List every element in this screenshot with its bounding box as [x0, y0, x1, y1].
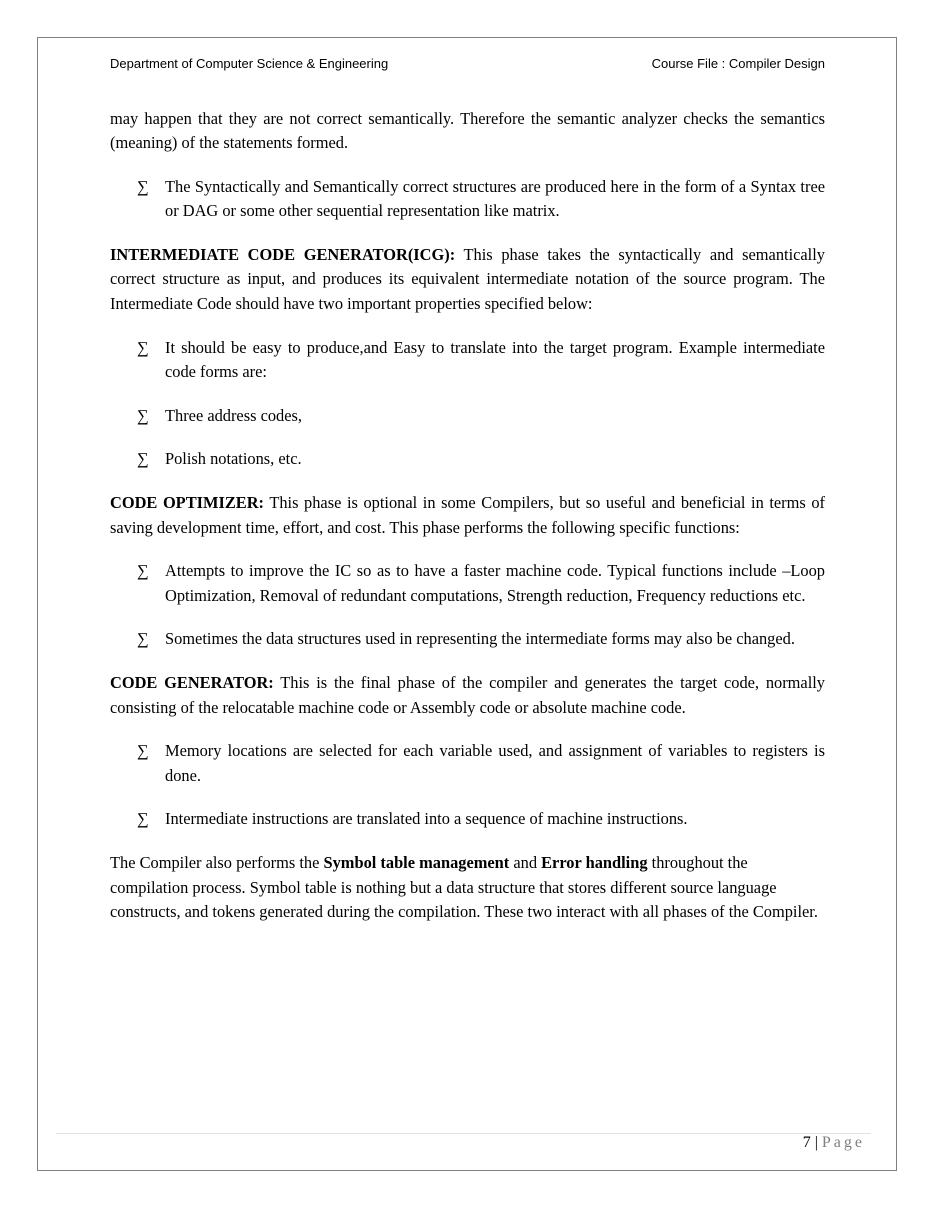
bullet-item	[110, 175, 825, 224]
page-label: Page	[821, 1134, 865, 1151]
term-symbol-table: Symbol table management	[323, 853, 510, 873]
footer-divider	[56, 1133, 871, 1134]
paragraph-generator	[110, 671, 825, 720]
bullet-sigma-icon: ∑	[137, 177, 149, 197]
bullet-item	[110, 739, 825, 788]
bullet-text: Polish notations, etc.	[165, 449, 302, 469]
bullet-item	[110, 807, 825, 831]
bullet-text: Memory locations are selected for each variable used, and assignment of variables to registers is done.	[165, 741, 825, 785]
text-generator: This is the final phase of the compiler and generates the target code, normally consisting of the relocatable machine code or Assembly code or absolute machine code.	[110, 673, 825, 717]
paragraph-icg	[110, 243, 825, 316]
paragraph-final	[110, 851, 825, 924]
bullet-text: The Syntactically and Semantically correct structures are produced here in the form of a Syntax tree or DAG or some other sequential representation like matrix.	[165, 177, 825, 221]
bullet-sigma-icon: ∑	[137, 337, 149, 357]
bullet-sigma-icon: ∑	[137, 449, 149, 469]
bullet-sigma-icon: ∑	[137, 809, 149, 829]
bullet-text: Attempts to improve the IC so as to have a faster machine code. Typical functions include –Loop Optimization, Removal of redundant computations, Strength reduction, Frequency reductions etc.	[165, 561, 825, 605]
bullet-item	[110, 447, 825, 471]
paragraph-semantic: may happen that they are not correct semantically. Therefore the semantic analyzer checks the semantics (meaning) of the statements formed.	[110, 109, 825, 153]
text-final-a: The Compiler also performs the	[110, 853, 324, 873]
bullet-text: It should be easy to produce,and Easy to translate into the target program. Example intermediate code forms are:	[165, 337, 825, 381]
page-number: 7	[802, 1134, 811, 1151]
bullet-item	[110, 404, 825, 428]
document-body	[110, 107, 825, 924]
heading-icg: INTERMEDIATE CODE GENERATOR(ICG):	[110, 245, 456, 265]
bullet-item	[110, 627, 825, 651]
footer-separator: |	[814, 1134, 818, 1151]
bullet-item	[110, 336, 825, 385]
bullet-sigma-icon: ∑	[137, 561, 149, 581]
bullet-text: Sometimes the data structures used in representing the intermediate forms may also be changed.	[165, 629, 795, 649]
header-department: Department of Computer Science & Engineering	[110, 56, 389, 71]
bullet-sigma-icon: ∑	[137, 741, 149, 761]
text-final-c: and	[509, 853, 542, 873]
bullet-sigma-icon: ∑	[137, 405, 149, 425]
heading-optimizer: CODE OPTIMIZER:	[110, 493, 265, 513]
bullet-item	[110, 559, 825, 608]
text-optimizer: This phase is optional in some Compilers, but so useful and beneficial in terms of saving development time, effort, and cost. This phase performs the following specific functions:	[110, 493, 825, 537]
page-footer	[803, 1134, 865, 1152]
bullet-sigma-icon: ∑	[137, 629, 149, 649]
heading-generator: CODE GENERATOR:	[110, 673, 274, 693]
text-icg: This phase takes the syntactically and semantically correct structure as input, and produces its equivalent intermediate notation of the source program. The Intermediate Code should have two important properties specified below:	[110, 245, 825, 313]
bullet-text: Three address codes,	[165, 405, 302, 425]
term-error-handling: Error handling	[541, 853, 648, 873]
text-final-d: throughout the compilation process. Symbol table is nothing but a data structure that stores different source language constructs, and tokens generated during the compilation. These two interact with all phases of the Compiler.	[110, 853, 818, 921]
paragraph-optimizer	[110, 491, 825, 540]
header-course: Course File : Compiler Design	[651, 56, 825, 71]
bullet-text: Intermediate instructions are translated into a sequence of machine instructions.	[165, 809, 688, 829]
